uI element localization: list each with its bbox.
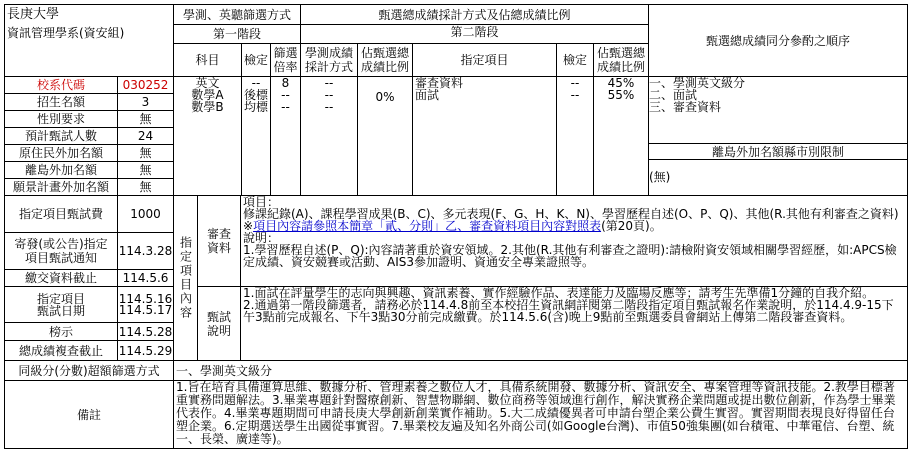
stage1-method-header: 學測、英聽篩選方式	[173, 4, 301, 25]
review-table-link[interactable]: 項目內容請參照本簡章「貳、分則」乙、審查資料項目內容對照表	[253, 219, 602, 233]
notes-label: 備註	[4, 380, 174, 449]
stage2-items: 審查資料 面試	[412, 76, 557, 196]
info-label: 願景計畫外加名額	[4, 178, 118, 196]
tie-order-list: 一、學測英文級分 二、面試 三、審查資料	[648, 76, 908, 144]
info-value: 無	[117, 110, 174, 128]
schedule-value: 114.5.28	[117, 322, 174, 341]
pct1-header: 佔甄選總成績比例	[357, 43, 413, 77]
info-value: 24	[117, 127, 174, 145]
interview-label	[197, 286, 241, 361]
screen-rate-header: 篩選倍率	[270, 43, 301, 77]
check-header: 檢定	[241, 43, 271, 77]
tie-screen-label: 同級分(分數)超額篩選方式	[4, 360, 174, 381]
review-description: 說明： 1.學習歷程自述(P、Q):內容請著重於資安領域。2.其他(R.其他有利審查之證明):請檢附資安領域相關學習經歷，如:APCS檢定成績、資安競賽或活動、AIS3參加證明、資通安全專業證照等。	[243, 231, 897, 269]
stage1-subjects: 英文 數學A 數學B	[173, 76, 242, 196]
info-value: 無	[117, 144, 174, 162]
review-label	[197, 195, 241, 287]
check2-header: 檢定	[556, 43, 594, 77]
review-label-text: 審查資料	[206, 227, 231, 255]
stage2-pcts: 45% 55%	[593, 76, 649, 196]
school-name: 長庚大學	[7, 7, 60, 22]
schedule-label: 榜示	[4, 322, 118, 341]
info-label: 性別要求	[4, 110, 118, 128]
review-items-text: 項目： 修課紀錄(A)、課程學習成果(B、C)、多元表現(F、G、H、K、N)、學習歷程自述(O、P、Q)、其他(R.其他有利審查之資料) ※	[243, 195, 899, 233]
stage1-methods: -- -- --	[300, 76, 358, 196]
gsat-method-header: 學測成績採計方式	[300, 43, 358, 77]
interview-label-text: 甄試說明	[206, 309, 231, 338]
schedule-label: 總成績複查截止	[4, 340, 118, 361]
subject-header: 科目	[173, 43, 242, 77]
info-label: 校系代碼	[4, 76, 118, 94]
stage1-header: 第一階段	[173, 24, 301, 44]
tie-screen-value: 一、學測英文級分	[173, 360, 908, 381]
info-label: 招生名額	[4, 93, 118, 111]
review-page-ref: (第20頁)。	[601, 219, 662, 233]
schedule-value: 114.5.29	[117, 340, 174, 361]
designated-header: 指定項目	[412, 43, 557, 77]
info-label: 預計甄試人數	[4, 127, 118, 145]
stage2-header: 第二階段	[300, 24, 649, 44]
info-value: 無	[117, 161, 174, 179]
island-limit-value: (無)	[648, 159, 908, 196]
designated-content-title	[173, 195, 198, 361]
notes-value: 1.旨在培育具備運算思維、數據分析、管理素養之數位人才，具備系統開發、數據分析、資訊安全、專案管理等資訊技能。2.教學目標著重實務問題解法。3.畢業專題針對醫療創新、智慧物聯網、數位商務等領域進行創作，解決實務企業問題或提出數位創新，作為學士畢業代表作。4.畢業專題期間可申請長庚大學創新創業實作補助。5.大二成績優異者可申請台塑企業公費生實習。實習期間表現良好得留任台塑企業。6.定期選送學生出國從事實習。7.畢業校友遍及知名外商公司(如Google台灣)、市值50強集團(如台積電、中華電信、台塑、統一、長榮、廣達等)。	[173, 380, 908, 449]
stage1-rates: 8 -- --	[270, 76, 301, 196]
stage2-checks: -- --	[556, 76, 594, 196]
tie-order-header: 甄選總成績同分參酌之順序	[648, 4, 908, 77]
interview-description: 1.面試在評量學生的志向與興趣、資訊素養、實作經驗作品、表達能力及臨場反應等；請考生先準備1分鐘的自我介紹。 2.通過第一階段篩選者，請務必於114.4.8前至本校招生資訊網詳閱第二階段指定項目甄試報名作業說明，於114.4.9-15下午3點前完成報名、下午3點30分前完成繳費。於114.5.6(含)晚上9點前至甄選委員會網站上傳第二階段審查資料。	[240, 286, 908, 361]
pct2-header: 佔甄選總成績比例	[593, 43, 649, 77]
school-header	[4, 4, 174, 77]
stage1-pct: 0%	[357, 76, 413, 196]
info-value: 無	[117, 178, 174, 196]
review-content	[240, 195, 908, 287]
schedule-label: 指定項目 甄試日期	[4, 286, 118, 323]
info-value: 030252	[117, 76, 174, 94]
dept-name: 資訊管理學系(資安組)	[7, 26, 125, 40]
schedule-label: 繳交資料截止	[4, 269, 118, 287]
schedule-value: 114.5.16 114.5.17	[117, 286, 174, 323]
ratio-title-header: 甄選總成績採計方式及佔總成績比例	[300, 4, 649, 25]
designated-content-title-text: 指定項目內容	[178, 236, 193, 320]
schedule-value: 114.5.6	[117, 269, 174, 287]
info-label: 原住民外加名額	[4, 144, 118, 162]
stage1-checks: -- 後標 均標	[241, 76, 271, 196]
schedule-label: 寄發(或公告)指定項目甄試通知	[4, 232, 118, 270]
schedule-value: 114.3.28	[117, 232, 174, 270]
info-value: 3	[117, 93, 174, 111]
info-label: 離島外加名額	[4, 161, 118, 179]
schedule-value: 1000	[117, 195, 174, 233]
schedule-label: 指定項目甄試費	[4, 195, 118, 233]
island-limit-header: 離島外加名額縣市別限制	[648, 143, 908, 160]
